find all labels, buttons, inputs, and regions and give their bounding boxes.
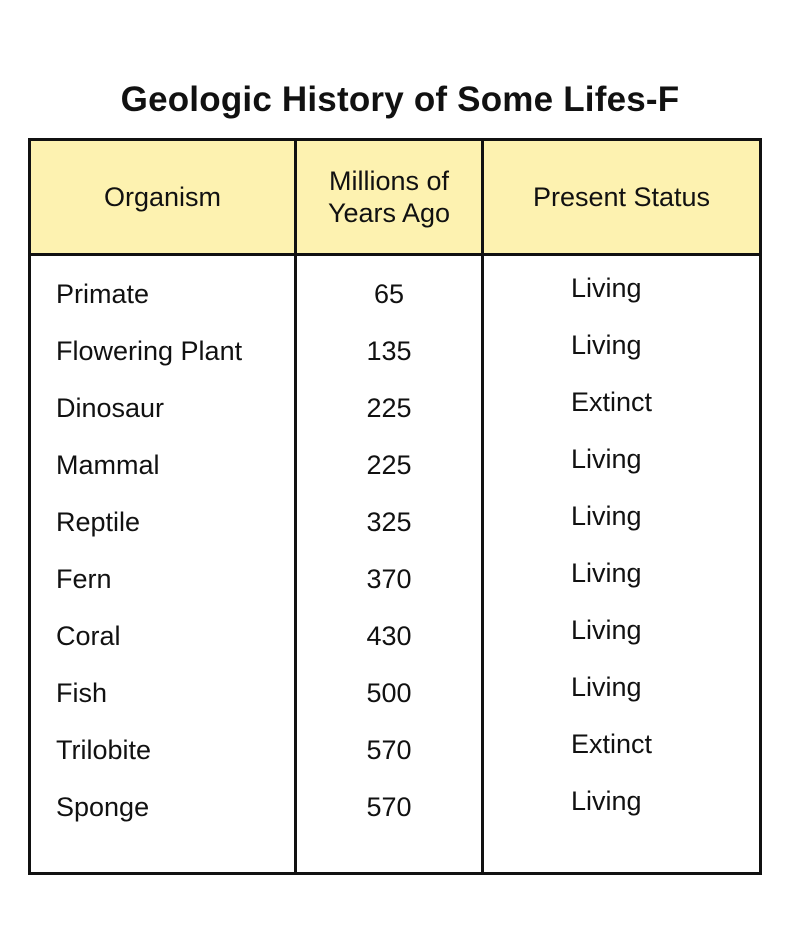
- table-row: [31, 380, 759, 437]
- cell-present-status: Living: [571, 273, 642, 303]
- cell-millions-of-years-ago: 430: [366, 621, 412, 651]
- cell-millions-of-years-ago: 325: [366, 507, 412, 537]
- table-title: Geologic History of Some Lifes-F: [120, 80, 680, 119]
- cell-millions-of-years-ago: 135: [366, 336, 412, 366]
- table-row: [31, 779, 759, 836]
- column-header-millions-of-years-ago: [297, 141, 481, 253]
- cell-present-status: Living: [571, 615, 642, 645]
- cell-millions-of-years-ago: 570: [366, 735, 412, 765]
- column-header-organism: [31, 141, 294, 253]
- cell-organism: Mammal: [56, 450, 160, 480]
- table-row: [31, 722, 759, 779]
- table-row: [31, 665, 759, 722]
- cell-present-status: Living: [571, 444, 642, 474]
- cell-millions-of-years-ago: 225: [366, 393, 412, 423]
- table-row: [31, 608, 759, 665]
- cell-present-status: Extinct: [571, 387, 653, 417]
- cell-organism: Sponge: [56, 792, 150, 822]
- cell-present-status: Living: [571, 786, 642, 816]
- column-header-present-status: [484, 141, 759, 253]
- cell-organism: Dinosaur: [56, 393, 165, 423]
- column-header-organism-label: Organism: [103, 182, 222, 212]
- cell-present-status: Living: [571, 330, 642, 360]
- column-header-mya-line-2: Years Ago: [327, 198, 451, 228]
- data-table: [28, 138, 762, 875]
- cell-organism: Reptile: [56, 507, 141, 537]
- cell-present-status: Living: [571, 501, 642, 531]
- cell-millions-of-years-ago: 570: [366, 792, 412, 822]
- cell-organism: Primate: [56, 279, 150, 309]
- cell-organism: Trilobite: [56, 735, 152, 765]
- cell-present-status: Extinct: [571, 729, 653, 759]
- cell-organism: Coral: [56, 621, 121, 651]
- table-row: [31, 437, 759, 494]
- table-row: [31, 266, 759, 323]
- cell-organism: Flowering Plant: [56, 336, 243, 366]
- cell-millions-of-years-ago: 225: [366, 450, 412, 480]
- cell-millions-of-years-ago: 500: [366, 678, 412, 708]
- table-row: [31, 551, 759, 608]
- column-header-status-label: Present Status: [532, 182, 711, 212]
- table-row: [31, 323, 759, 380]
- cell-millions-of-years-ago: 370: [366, 564, 412, 594]
- cell-present-status: Living: [571, 558, 642, 588]
- column-header-mya-line-1: Millions of: [328, 166, 450, 196]
- cell-organism: Fish: [56, 678, 108, 708]
- cell-organism: Fern: [56, 564, 112, 594]
- cell-present-status: Living: [571, 672, 642, 702]
- cell-millions-of-years-ago: 65: [373, 279, 405, 309]
- table-row: [31, 494, 759, 551]
